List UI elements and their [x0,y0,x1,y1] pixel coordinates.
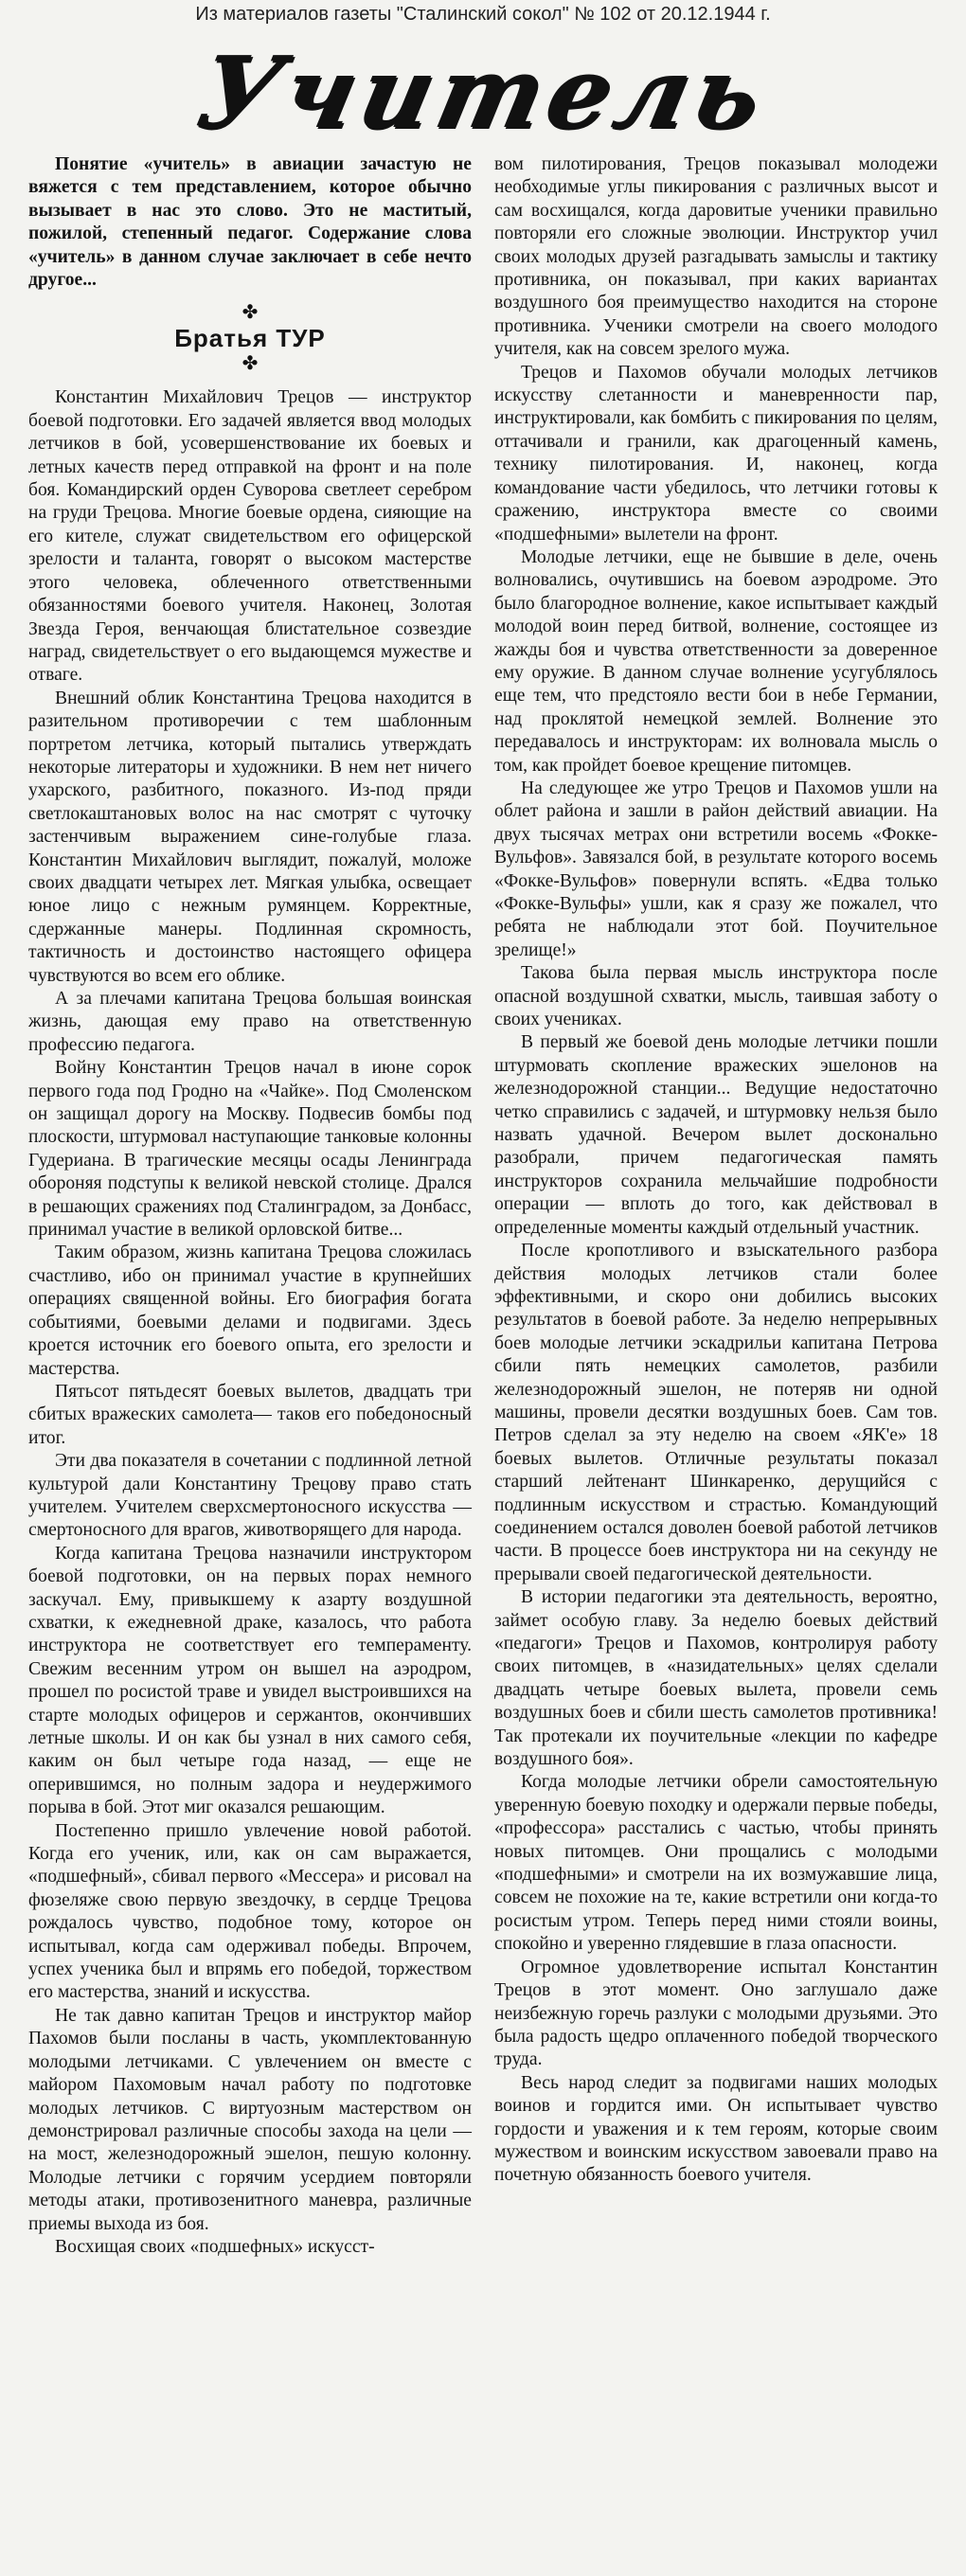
article-paragraph: Не так давно капитан Трецов и инструктор майор Пахомов были посланы в часть, укомплектованную молодыми летчиками. С увлечением он вместе с майором Пахомовым начал работу по подготовке молодых летчиков. С виртуозным мастерством он демонстрировал различные способы захода на цели — на мост, железнодорожный эшелон, пешую колонну. Молодые летчики с горячим усердием повторяли методы атаки, противозенитного маневра, различные приемы выхода из боя. [28,2005,472,2234]
article-paragraph: Эти два показателя в сочетании с подлинной летной культурой дали Константину Трецову право стать учителем. Учителем сверхсмертоносного искусства — смертоносного для врагов, животворящего для народа. [28,1451,472,1541]
article-paragraph: Трецов и Пахомов обучали молодых летчиков искусству слетанности и маневренности пар, инструктировали, как бомбить с пикирования по целям, оттачивали и гранили, как драгоценный камень, технику пилотирования. И, наконец, когда командование части убедилось, что летчики готовы к сражению, инструктора вместе со своими «подшефными» вылетели на фронт. [494,362,938,545]
article-paragraph: А за плечами капитана Трецова большая воинская жизнь, дающая ему право на ответственную профессию педагога. [28,989,472,1055]
article-paragraph: После кропотливого и взыскательного разбора действия молодых летчиков стали более эффективными, и скоро они добились высоких результатов в боевой работе. За неделю непрерывных боев молодые летчики эскадрильи капитана Петрова сбили пять немецких самолетов, разбили железнодорожный эшелон, не потеряв ни одной машины, провели десятки воздушных боев. Сам тов. Петров сделал за эту неделю на своем «ЯК'е» 18 боевых вылетов. Отличные результаты показал старший лейтенант Шинкаренко, дерущийся с подлинным искусством и страстью. Командующий соединением остался доволен боевой работой летчиков части. В процессе боев инструктора ни на секунду не прерывали своей педагогической деятельности. [494,1241,938,1584]
article-paragraph: Огромное удовлетворение испытал Константин Трецов в этот момент. Оно заглушало даже неизбежную горечь разлуки с молодыми друзьями. Это была радость щедро оплаченного победой творческого труда. [494,1957,938,2070]
article-paragraph: Войну Константин Трецов начал в июне сорок первого года под Гродно на «Чайке». Под Смоленском он защищал дорогу на Москву. Подвесив бомбы под плоскости, штурмовал наступающие танковые колонны Гудериана. В трагические месяцы осады Ленинграда обороняя подступы к великой невской столице. Дрался в решающих сражениях под Сталинградом, за Донбасс, принимал участие в великой орловской битве... [28,1058,472,1241]
article-paragraph: В истории педагогики эта деятельность, вероятно, займет особую главу. За неделю боевых действий «педагоги» Трецов и Пахомов, контролируя работу своих питомцев, в «назидательных» целях сделали двадцать четыре боевых вылета, провели семь воздушных боев и сбили шесть самолетов противника! Так протекали их поучительные «лекции по кафедре воздушного боя». [494,1587,938,1770]
article-paragraph: Весь народ следит за подвигами наших молодых воинов и гордится ими. Он испытывает чувство гордости и уважения и к тем героям, которые своим мужеством и воинским искусством завоевали право на почетную обязанность боевого учителя. [494,2072,938,2186]
article-paragraph: Молодые летчики, еще не бывшие в деле, очень волновались, очутившись на боевом аэродроме. Это было благородное волнение, какое испытывает каждый молодой воин перед битвой, волнение, состоящее из жажды боя и чувства ответственности за доверенное ему оружие. В данном случае волнение усугублялось еще тем, что предстояло вести бои в небе Германии, над проклятой немецкой землей. Волнение это передавалось и инструкторам: их волновала мысль о том, как пройдет боевое крещение питомцев. [494,546,938,776]
right-column [494,153,938,2259]
article-paragraph: Внешний облик Константина Трецова находится в разительном противоречии с тем шаблонным портретом летчика, который пытались утверждать некоторые литераторы и художники. В нем нет ничего ухарского, разбитного, показного. Из-под пряди светлокаштановых волос на нас смотрят с чуточку застенчивым выражением сине-голубые глаза. Константин Михайлович выглядит, пожалуй, моложе своих двадцати четырех лет. Мягкая улыбка, освещает юное лицо с нежным румянцем. Корректные, сдержанные манеры. Подлинная скромность, тактичность и достоинство настоящего офицера чувствуются во всем его облике. [28,688,472,986]
article-paragraph: Константин Михайлович Трецов — инструктор боевой подготовки. Его задачей является ввод молодых летчиков в бой, усовершенствование их боевых и летных качеств перед отправкой на фронт и на поле боя. Командирский орден Суворова светлеет серебром на груди Трецова. Многие боевые ордена, сияющие на его кителе, служат свидетельством его офицерской зрелости и таланта, говорят о высоком мастерстве этого человека, облеченного ответственными обязанностями боевого учителя. Наконец, Золотая Звезда Героя, венчающая блистательное созвездие наград, свидетельствует о его выдающемся мужестве и отваге. [28,387,472,686]
left-column [28,153,472,2259]
headline [28,30,938,153]
article-paragraph: Такова была первая мысль инструктора после опасной воздушной схватки, мысль, таившая заботу о своих учениках. [494,963,938,1030]
article-columns [28,153,938,2259]
byline-block [28,303,472,373]
article-paragraph: Когда капитана Трецова назначили инструктором боевой подготовки, он на первых порах немного заскучал. Ему, привыкшему к азарту воздушной схватки, к ежедневной драке, казалось, что работа инструктора не соответствует его темпераменту. Свежим весенним утром он вышел на аэродром, прошел по росистой траве и увидел выстроившихся на старте молодых офицеров и сержантов, окончивших летные школы. И он как бы узнал в них самого себя, каким он был четыре года назад, — еще не оперившимся, но полным задора и неудержимого порыва в бой. Этот миг оказался решающим. [28,1543,472,1818]
article-paragraph: Восхищая своих «подшефных» искусст- [55,2236,375,2257]
article-paragraph: Постепенно пришло увлечение новой работой. Когда его ученик, или, как он сам выражается, «подшефный», сбивал первого «Мессера» и рисовал на фюзеляже свою первую звездочку, в сердце Трецова рождалось чувство, подобное тому, которое он испытывал, когда сам одерживал победы. Впрочем, успех ученика был и впрямь его победой, торжеством его мастерства, знаний и искусства. [28,1820,472,2003]
ornament-bottom-icon: ✤ [242,353,259,375]
headline-title: Учитель [188,33,778,151]
intro-paragraph: Понятие «учитель» в авиации зачастую не вяжется с тем представлением, которое обычно вызывает в нас это слово. Это не маститый, пожилой, степенный педагог. Содержание слова «учитель» в данном случае заключает в себе нечто другое... [28,154,472,291]
byline: Братья ТУР [174,324,326,353]
article-paragraph: Таким образом, жизнь капитана Трецова сложилась счастливо, ибо он принимал участие в крупнейших операциях священной войны. Его биография богата событиями, боевыми делами и подвигами. Здесь кроется источник его боевого опыта, его зрелости и мастерства. [28,1243,472,1379]
article-paragraph: Когда молодые летчики обрели самостоятельную уверенную боевую походку и одержали первые победы, «профессора» расстались с частью, чтобы принять новых питомцев. Они прощались с молодыми «подшефными» и смотрели на их возмужавшие лица, совсем не похожие на те, какие встретили они когда-то росистым утром. Теперь перед ними стояли воины, спокойно и уверенно глядевшие в глаза опасности. [494,1772,938,1955]
article-paragraph: Пятьсот пятьдесят боевых вылетов, двадцать три сбитых вражеских самолета— таков его победоносный итог. [28,1381,472,1448]
article-paragraph: В первый же боевой день молодые летчики пошли штурмовать скопление вражеских эшелонов на железнодорожной станции... Ведущие недостаточно четко справились с задачей, и штурмовку нельзя было назвать удачной. Вечером вылет досконально разобрали, причем педагогическая память инструкторов сохранила мельчайшие подробности операции — вплоть до того, как действовал в определенные моменты каждый отдельный участник. [494,1032,938,1238]
article-paragraph: На следующее же утро Трецов и Пахомов ушли на облет района и зашли в район действий авиации. На двух тысячах метрах они встретили восемь «Фокке-Вульфов». Завязался бой, в результате которого восемь «Фокке-Вульфов» повернули вспять. «Едва только «Фокке-Вульфы» ушли, как я сразу же пожалел, что ребята не наблюдали этот бой. Поучительное зрелище!» [494,778,938,960]
ornament-top-icon: ✤ [242,302,259,324]
source-caption: Из материалов газеты "Сталинский сокол" № 102 от 20.12.1944 г. [195,4,771,25]
article-paragraph: вом пилотирования, Трецов показывал молодежи необходимые углы пикирования с различных высот и сам восхищался, когда даровитые ученики правильно повторяли его сложные эволюции. Инструктор учил своих молодых друзей разгадывать замыслы и тактику противника, он показывал, при каких вариантах воздушного боя преимущество находится на стороне противника. Ученики смотрели на своего молодого учителя, как на совсем зрелого мужа. [494,154,938,360]
